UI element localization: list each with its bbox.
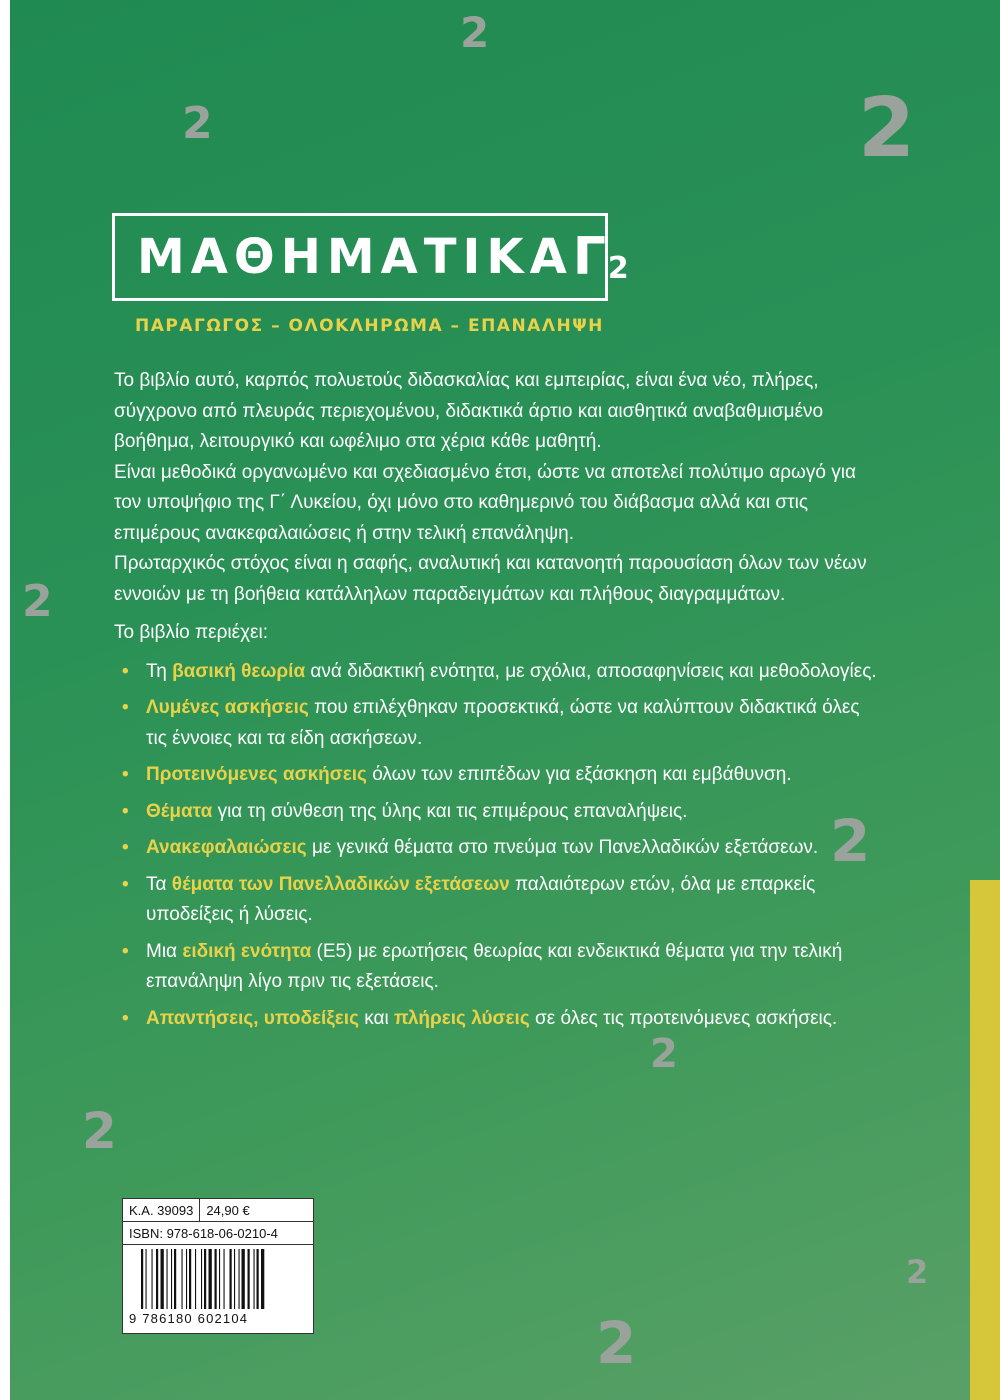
bullet-icon: • (122, 764, 129, 785)
bullet-icon: • (122, 697, 129, 718)
decorative-digit: 2 (82, 1102, 117, 1160)
barcode-digits: 9 786180 602104 (129, 1311, 249, 1326)
decorative-digit: 2 (650, 1031, 678, 1077)
bullet-icon: • (122, 1007, 129, 1029)
decorative-digit: 2 (906, 1253, 929, 1291)
book-description (114, 366, 884, 1040)
bullet-icon: • (122, 940, 129, 962)
isbn: ISBN: 978-618-06-0210-4 (123, 1222, 313, 1245)
list-item: • Μια ειδική ενότητα (Ε5) με ερωτήσεις θεωρίας και ενδεικτικά θέματα για την τελική επανάληψη λίγο πριν τις εξετάσεις. (114, 937, 884, 998)
list-item: • Λυμένες ασκήσεις που επιλέχθηκαν προσεκτικά, ώστε να καλύπτουν διδακτικά όλες τις έννοιες και τα είδη ασκήσεων. (114, 693, 884, 754)
book-back-cover (10, 0, 1000, 1400)
decorative-digit: 2 (182, 98, 213, 149)
bullet-icon: • (122, 873, 129, 895)
price-row (123, 1199, 313, 1222)
class-level-letter: Γ (572, 227, 606, 287)
list-item: • Τα θέματα των Πανελλαδικών εξετάσεων παλαιότερων ετών, όλα με επαρκείς υποδείξεις ή λύσεις. (114, 870, 884, 931)
description-paragraph: Το βιβλίο αυτό, καρπός πολυετούς διδασκαλίας και εμπειρίας, είναι ένα νέο, πλήρες, σύγχρονο από πλευράς περιεχομένου, διδακτικά άρτιο και αισθητικά αναβαθμισμένο βοήθημα, λειτουργικό και ωφέλιμο στα χέρια κάθε μαθητή. (114, 370, 824, 452)
list-item: • Προτεινόμενες ασκήσεις όλων των επιπέδων για εξάσκηση και εμβάθυνση. (114, 760, 884, 791)
decorative-digit: 2 (596, 1309, 637, 1377)
decorative-digit: 2 (858, 81, 916, 176)
list-item: • Απαντήσεις, υποδείξεις και πλήρεις λύσεις σε όλες τις προτεινόμενες ασκήσεις. (114, 1004, 884, 1035)
product-code: Κ.Α. 39093 (123, 1199, 200, 1221)
description-paragraph: Πρωταρχικός στόχος είναι η σαφής, αναλυτική και κατανοητή παρουσίαση όλων των νέων εννοιών με τη βοήθεια κατάλληλων παραδειγμάτων και πλήθους διαγραμμάτων. (114, 553, 867, 605)
barcode (139, 1249, 299, 1309)
description-paragraph: Είναι μεθοδικά οργανωμένο και σχεδιασμένο έτσι, ώστε να αποτελεί πολύτιμο αρωγό για τον υποψήφιο της Γ΄ Λυκείου, όχι μόνο στο καθημερινό του διάβασμα αλλά και στις επιμέρους ανακεφαλαιώσεις ή στην τελική επανάληψη. (114, 461, 856, 544)
class-level (573, 216, 629, 298)
contents-list (114, 657, 884, 1035)
book-subtitle: ΠΑΡΑΓΩΓΟΣ – ΟΛΟΚΛΗΡΩΜΑ – ΕΠΑΝΑΛΗΨΗ (135, 316, 604, 336)
price-isbn-box (122, 1198, 314, 1334)
decorative-digit: 2 (460, 8, 490, 57)
list-item: • Ανακεφαλαιώσεις με γενικά θέματα στο πνεύμα των Πανελλαδικών εξετάσεων. (114, 833, 884, 864)
price: 24,90 € (206, 1202, 250, 1218)
yellow-side-strip (970, 880, 1000, 1400)
bullet-icon: • (122, 800, 129, 822)
list-item: • Θέματα για τη σύνθεση της ύλης και τις επιμέρους επαναλήψεις. (114, 797, 884, 828)
book-title: ΜΑΘΗΜΑΤΙΚΑ (137, 229, 573, 285)
class-level-number: 2 (607, 250, 629, 286)
decorative-digit: 2 (830, 807, 871, 875)
book-title-box (112, 213, 629, 301)
list-item: • Τη βασική θεωρία ανά διδακτική ενότητα, με σχόλια, αποσαφηνίσεις και μεθοδολογίες. (114, 657, 884, 688)
bullet-icon: • (122, 837, 129, 858)
contents-label: Το βιβλίο περιέχει: (114, 622, 269, 643)
bullet-icon: • (122, 660, 129, 682)
decorative-digit: 2 (22, 576, 53, 627)
